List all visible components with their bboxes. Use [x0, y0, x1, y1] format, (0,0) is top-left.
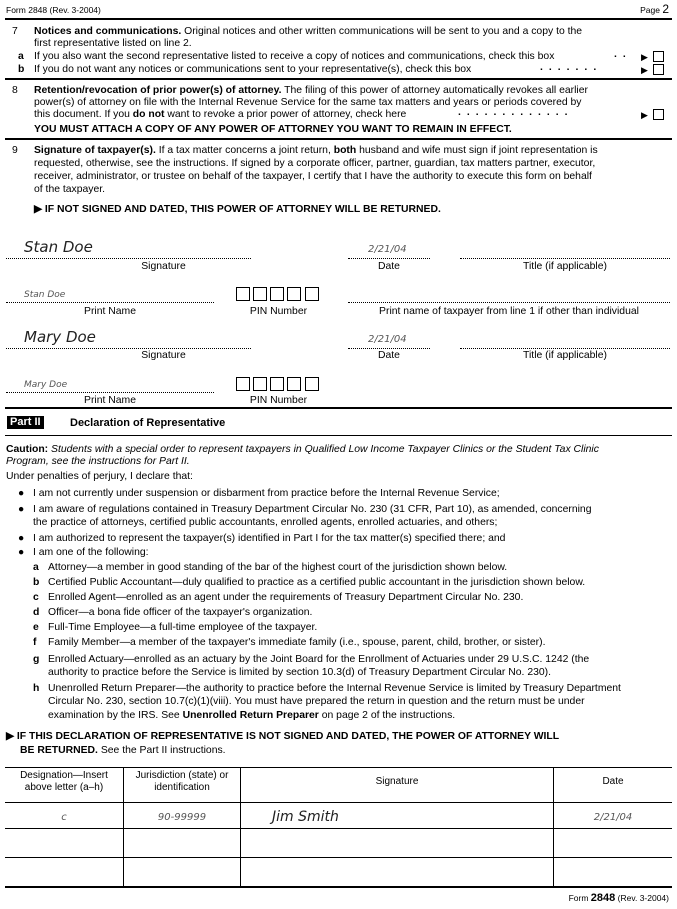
pin-label: PIN Number: [249, 395, 308, 406]
item-9-text3: receiver, administrator, or trustee on behalf of the taxpayer, I certify that I have the authority to execute this form on behalf: [34, 171, 592, 182]
signature-label: Signature: [141, 261, 186, 272]
option-d: Officer—a bona fide officer of the taxpayer's organization.: [48, 607, 313, 618]
option-g-cont: authority to practice before the Service is limited by section 10.3(d) of Treasury Department Circular No. 230).: [48, 667, 552, 678]
option-letter: f: [33, 637, 37, 648]
option-b: Certified Public Accountant—duly qualified to practice as a certified public accountant in the jurisdiction shown below.: [48, 577, 586, 588]
item-7-text2: first representative listed on line 2.: [34, 38, 192, 49]
designation-cell[interactable]: c: [61, 812, 67, 823]
item-8-warning: YOU MUST ATTACH A COPY OF ANY POWER OF ATTORNEY YOU WANT TO REMAIN IN EFFECT.: [34, 124, 512, 135]
item-7: 7: [12, 26, 18, 37]
option-h-cont: Circular No. 230, section 10.7(c)(1)(viii). You must have prepared the return in question and the return must be under: [48, 696, 585, 707]
part-ii-badge: Part II: [7, 416, 44, 429]
taxpayer-2-print-name[interactable]: Mary Doe: [24, 380, 68, 390]
option-letter: a: [33, 562, 39, 573]
taxpayer-1-date[interactable]: 2/21/04: [368, 244, 407, 255]
divider: [5, 435, 672, 436]
declaration-bullet: I am not currently under suspension or disbarment from practice before the Internal Revenue Service;: [33, 488, 500, 499]
page-number: Page 2: [640, 2, 669, 16]
item-7b-letter: b: [18, 64, 25, 75]
dot-leader: .............: [458, 107, 574, 118]
header-signature: Signature: [375, 776, 419, 787]
option-h: Unenrolled Return Preparer—the authority to practice before the Internal Revenue Service is limited by Treasury Department: [48, 683, 621, 694]
declaration-bullet: I am one of the following:: [33, 547, 149, 558]
divider: [5, 138, 672, 140]
declaration-bullet: I am aware of regulations contained in Treasury Department Circular No. 230 (31 CFR, Part 10), as amended, concerning: [33, 504, 592, 515]
item-8-checkbox[interactable]: [653, 109, 664, 120]
taxpayer-1-print-name[interactable]: Stan Doe: [24, 290, 66, 300]
caution-text2: Program, see the instructions for Part II.: [6, 456, 190, 467]
option-e: Full-Time Employee—a full-time employee of the taxpayer.: [48, 622, 318, 633]
taxpayer-2-signature[interactable]: Mary Doe: [24, 328, 96, 346]
title-label: Title (if applicable): [523, 350, 607, 361]
divider: [5, 78, 672, 80]
print-name-label: Print Name: [84, 306, 136, 317]
item-8-text2: power(s) of attorney on file with the Internal Revenue Service for the same tax matters and years or periods covered by: [34, 97, 582, 108]
part-ii-title: Declaration of Representative: [70, 417, 226, 429]
item-9-text4: of the taxpayer.: [34, 184, 106, 195]
item-8-text3: this document. If you do not want to revoke a prior power of attorney, check here: [34, 109, 407, 120]
option-letter: b: [33, 577, 40, 588]
declaration-bullet-cont: the practice of attorneys, certified public accountants, enrolled agents, enrolled actuaries, and others;: [33, 517, 498, 528]
print-name-line: [6, 302, 214, 303]
option-letter: c: [33, 592, 39, 603]
caution-text: Caution: Students with a special order to represent taxpayers in Qualified Low Income Taxpayer Clinics or the Student Tax Clinic: [6, 444, 599, 455]
date-line: [348, 258, 430, 259]
signature-label: Signature: [141, 350, 186, 361]
option-letter: h: [33, 683, 40, 694]
option-letter: d: [33, 607, 40, 618]
representative-signature[interactable]: Jim Smith: [272, 809, 339, 825]
title-line: [460, 348, 670, 349]
perjury-intro: Under penalties of perjury, I declare that:: [6, 471, 193, 482]
date-line: [348, 348, 430, 349]
taxpayer-name-line: [348, 302, 670, 303]
bullet-icon: ●: [18, 547, 25, 558]
taxpayer-name-label: Print name of taxpayer from line 1 if other than individual: [379, 306, 639, 317]
title-label: Title (if applicable): [523, 261, 607, 272]
footer-form-id: Form 2848 (Rev. 3-2004): [568, 892, 669, 904]
form-id: Form 2848 (Rev. 3-2004): [6, 5, 101, 15]
print-name-label: Print Name: [84, 395, 136, 406]
signature-line: [6, 348, 251, 349]
header-designation: Designation—Insert above letter (a–h): [20, 770, 108, 793]
dot-leader: .......: [540, 62, 603, 73]
jurisdiction-cell[interactable]: 90-99999: [157, 812, 207, 823]
date-cell[interactable]: 2/21/04: [593, 812, 633, 823]
item-9-text2: requested, otherwise, see the instructions. If signed by a corporate officer, partner, guardian, tax matters partner, executor,: [34, 158, 596, 169]
bullet-icon: ●: [18, 504, 25, 515]
date-label: Date: [378, 350, 400, 361]
option-g: Enrolled Actuary—enrolled as an actuary by the Joint Board for the Enrollment of Actuaries under 29 U.S.C. 1242 (the: [48, 654, 590, 665]
title-line: [460, 258, 670, 259]
bullet-icon: ●: [18, 488, 25, 499]
item-8-text1: Retention/revocation of prior power(s) of attorney. The filing of this power of attorney automatically revokes all earlier: [34, 85, 588, 96]
taxpayer-2-date[interactable]: 2/21/04: [368, 334, 407, 345]
arrow-icon: ▶: [641, 52, 648, 62]
item-7-text: Notices and communications. Original notices and other written communications will be sent to you and a copy to the: [34, 26, 583, 37]
print-name-line: [6, 392, 214, 393]
pin-label: PIN Number: [249, 306, 308, 317]
option-a: Attorney—a member in good standing of the bar of the highest court of the jurisdiction shown below.: [48, 562, 508, 573]
signature-line: [6, 258, 251, 259]
part-ii-notice2: BE RETURNED. See the Part II instructions.: [20, 745, 226, 756]
header-jurisdiction: Jurisdiction (state) or identification: [135, 770, 229, 793]
declaration-bullet: I am authorized to represent the taxpayer(s) identified in Part I for the tax matter(s) specified there; and: [33, 533, 506, 544]
item-7b-text: If you do not want any notices or communications sent to your representative(s), check this box: [34, 64, 472, 75]
header-date: Date: [602, 776, 624, 787]
arrow-icon: ▶: [641, 65, 648, 75]
dot-leader: ..: [614, 49, 632, 60]
option-c: Enrolled Agent—enrolled as an agent under the requirements of Treasury Department Circular No. 230.: [48, 592, 524, 603]
bullet-icon: ●: [18, 533, 25, 544]
date-label: Date: [378, 261, 400, 272]
item-7b-checkbox[interactable]: [653, 64, 664, 75]
item-7a-text: If you also want the second representative listed to receive a copy of notices and communications, check this box: [34, 51, 555, 62]
option-letter: e: [33, 622, 39, 633]
item-9-notice: ▶ IF NOT SIGNED AND DATED, THIS POWER OF ATTORNEY WILL BE RETURNED.: [34, 204, 441, 215]
option-letter: g: [33, 654, 40, 665]
divider: [5, 18, 672, 20]
option-h-cont2: examination by the IRS. See Unenrolled Return Preparer on page 2 of the instructions.: [48, 710, 456, 721]
option-f: Family Member—a member of the taxpayer's immediate family (i.e., spouse, parent, child, brother, or sister).: [48, 637, 546, 648]
taxpayer-1-signature[interactable]: Stan Doe: [24, 238, 93, 256]
item-9: 9: [12, 145, 18, 156]
item-7a-letter: a: [18, 51, 24, 62]
item-7a-checkbox[interactable]: [653, 51, 664, 62]
item-9-text1: Signature of taxpayer(s). If a tax matter concerns a joint return, both husband and wife must sign if joint representation is: [34, 145, 598, 156]
item-8: 8: [12, 85, 18, 96]
part-ii-notice: ▶ IF THIS DECLARATION OF REPRESENTATIVE IS NOT SIGNED AND DATED, THE POWER OF ATTORNEY WILL: [6, 731, 560, 742]
arrow-icon: ▶: [641, 110, 648, 120]
divider: [5, 407, 672, 409]
